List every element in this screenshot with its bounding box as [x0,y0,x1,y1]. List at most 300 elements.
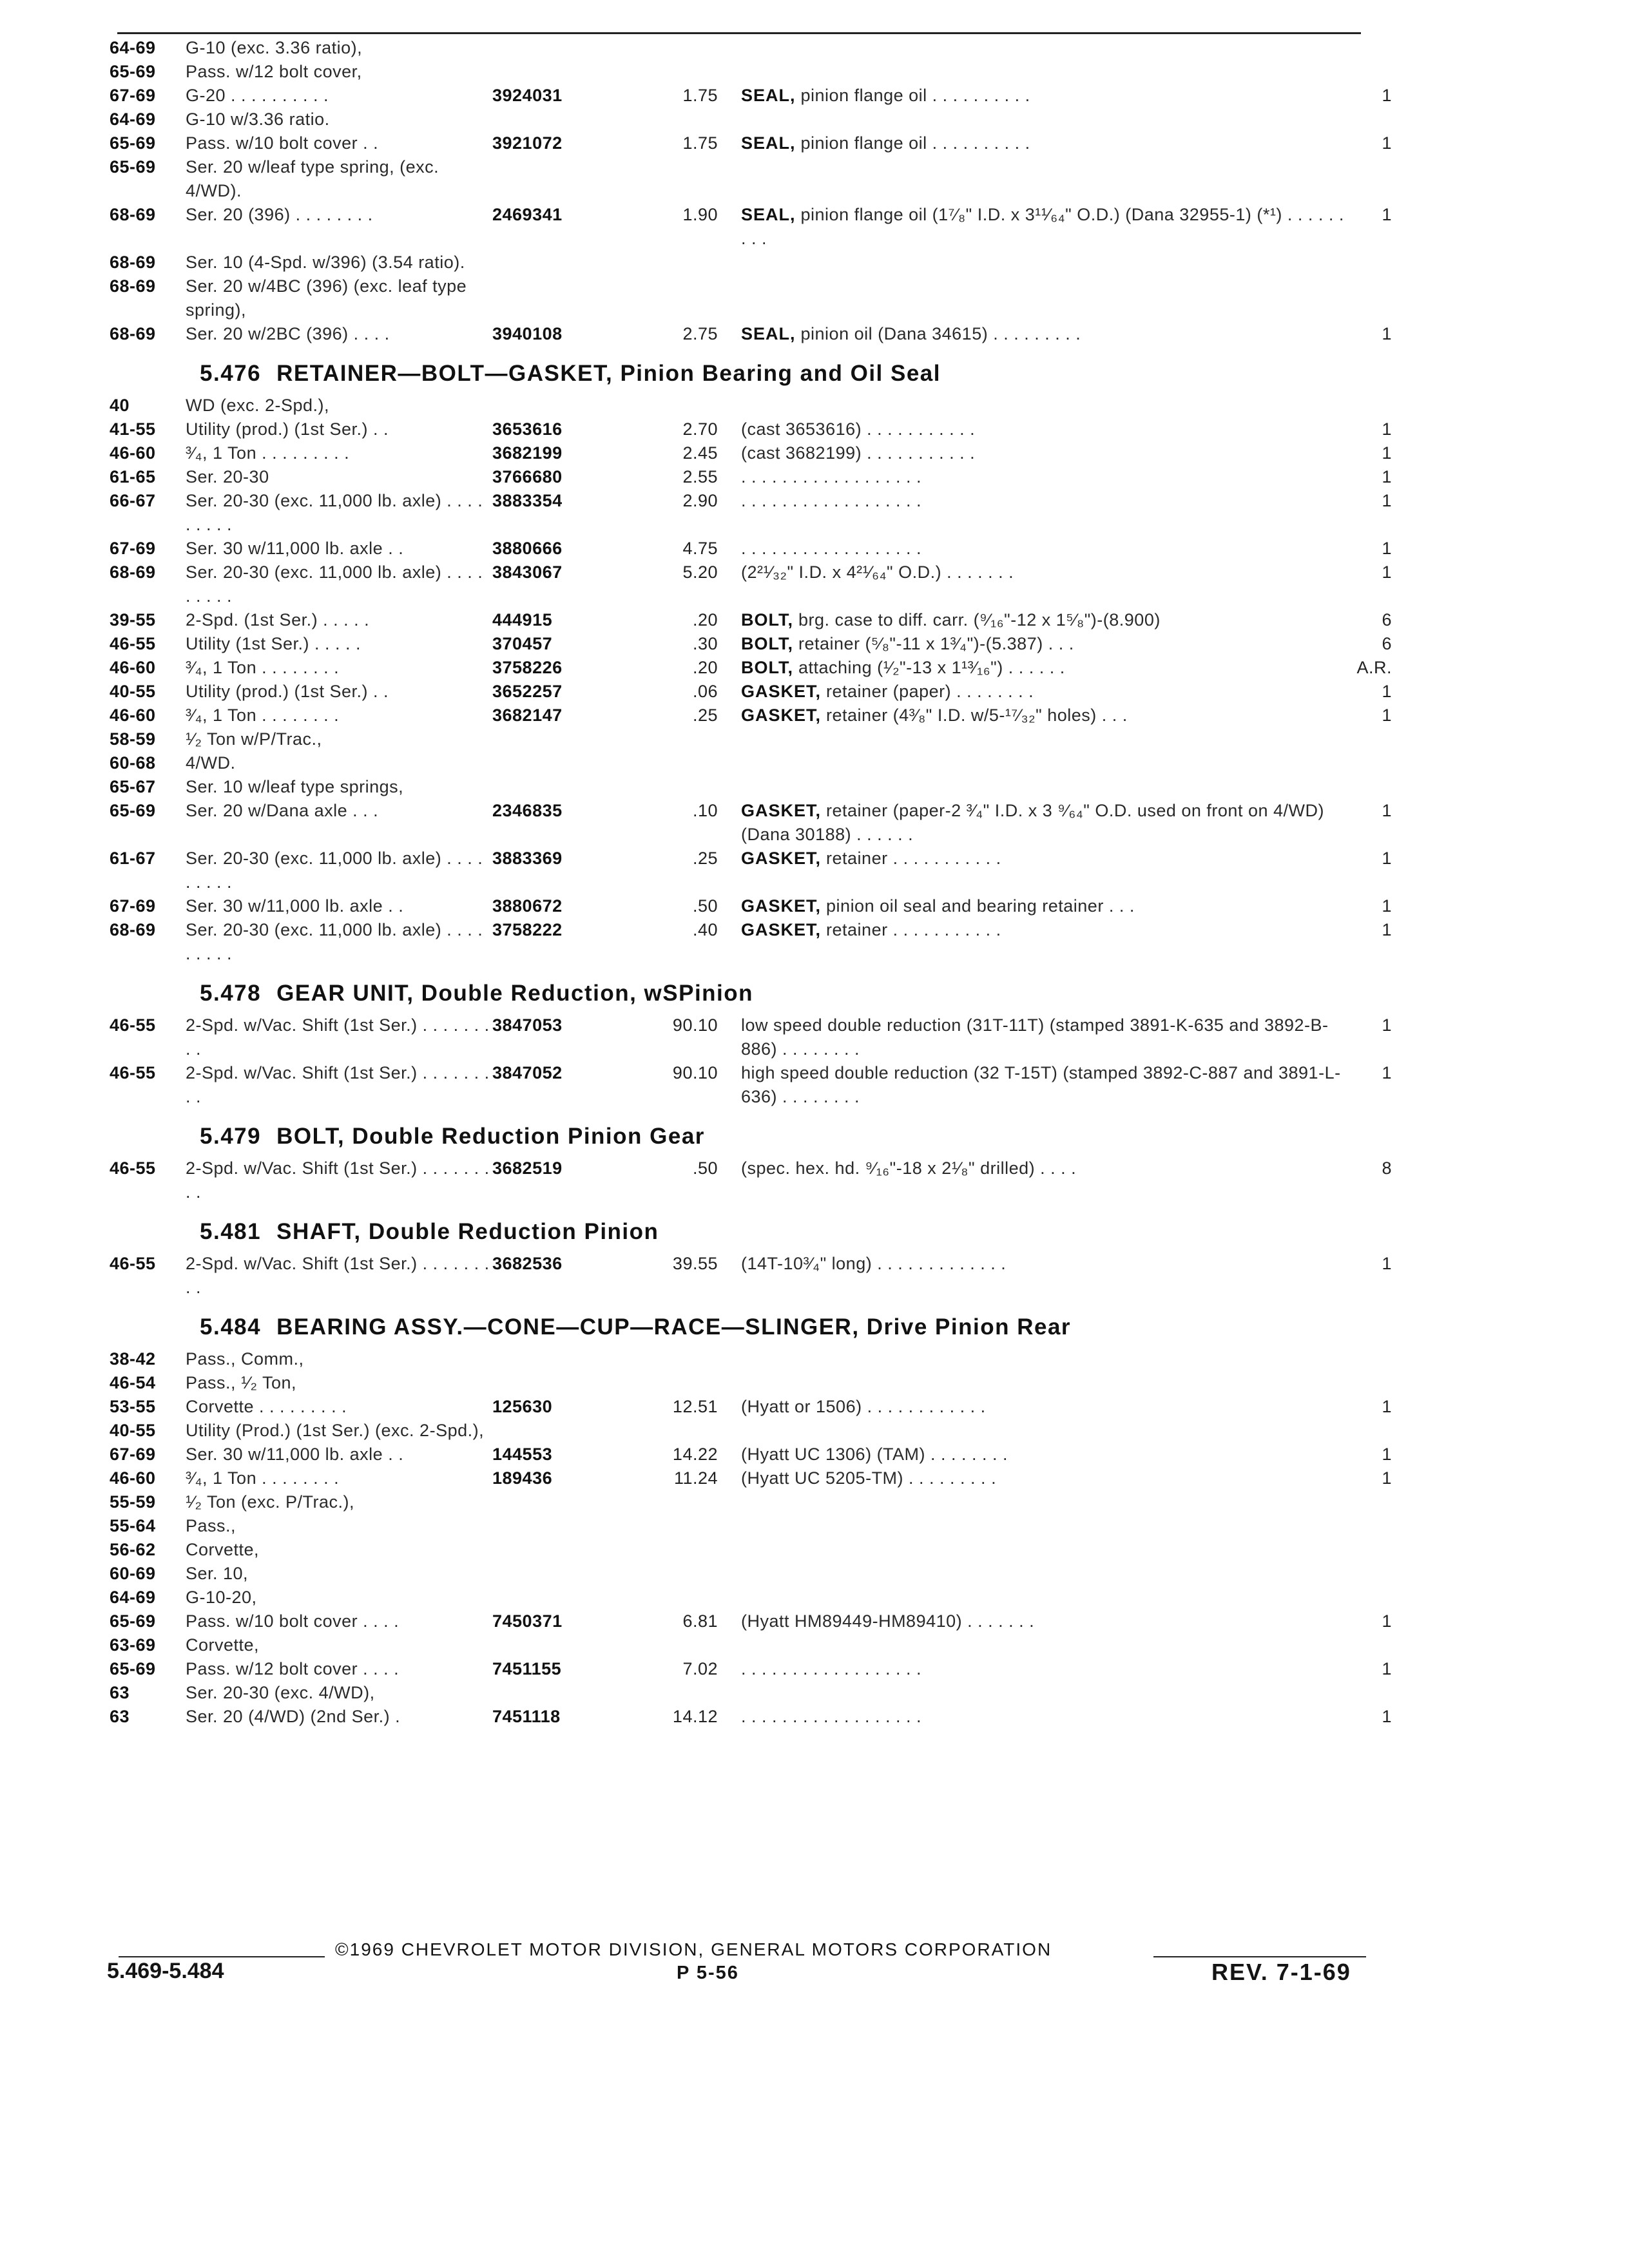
model-years: 46-55 [110,634,156,653]
parts-row [110,1014,1392,1061]
parts-row [110,1681,1392,1705]
parts-row [110,489,1392,537]
part-number: 3682536 [492,1254,563,1273]
model-years: 46-55 [110,1063,156,1082]
description-text: pinion oil seal and bearing retainer . . . [821,896,1135,916]
application: Utility (1st Ser.) . . . . . [186,634,361,653]
section-title: SHAFT, Double Reduction Pinion [276,1219,659,1244]
model-years: 53-55 [110,1397,156,1416]
list-price: .06 [692,682,718,701]
list-price: 2.70 [682,419,718,439]
parts-row [110,1633,1392,1657]
parts-row [110,1157,1392,1204]
parts-row [110,680,1392,704]
model-years: 39-55 [110,610,156,629]
description-text: . . . . . . . . . . . . . . . . . . [741,539,922,558]
section-heading [200,1120,1392,1153]
part-description [736,441,1353,465]
description-text: (spec. hex. hd. ⁹⁄₁₆"-18 x 2¹⁄₈" drilled) . . . . [741,1158,1077,1178]
model-years: 46-55 [110,1254,156,1273]
section-number: 5.481 [200,1219,262,1244]
part-number: 3883369 [492,849,563,868]
application: 2-Spd. w/Vac. Shift (1st Ser.) . . . . . . . . . [186,1158,490,1202]
model-years: 60-69 [110,1564,156,1583]
parts-row [110,608,1392,632]
section-heading [200,1311,1392,1343]
parts-row [110,918,1392,966]
part-name: GASKET, [741,896,822,916]
application: Ser. 20 (396) . . . . . . . . [186,205,373,224]
part-description [736,537,1353,561]
parts-row [110,1443,1392,1466]
description-text: retainer (⁵⁄₈"-11 x 1³⁄₄")-(5.387) . . . [793,634,1074,653]
quantity: 1 [1382,1468,1392,1488]
model-years: 55-64 [110,1516,156,1535]
quantity: 1 [1382,1254,1392,1273]
part-number: 3880672 [492,896,563,916]
description-text: . . . . . . . . . . . . . . . . . . [741,1707,922,1726]
application: 2-Spd. w/Vac. Shift (1st Ser.) . . . . . . . . . [186,1015,490,1059]
model-years: 68-69 [110,324,156,343]
section-number: 5.478 [200,981,262,1006]
application: Pass. w/10 bolt cover . . . . [186,1611,400,1631]
quantity: 1 [1382,920,1392,939]
section-title: BEARING ASSY.—CONE—CUP—RACE—SLINGER, Drive Pinion Rear [276,1314,1072,1340]
model-years: 46-55 [110,1158,156,1178]
quantity: 1 [1382,682,1392,701]
quantity: 1 [1382,706,1392,725]
part-description [736,632,1353,656]
list-price: 1.90 [682,205,718,224]
part-number: 3653616 [492,419,563,439]
parts-row [110,775,1392,799]
part-name: BOLT, [741,610,793,629]
part-number: 7450371 [492,1611,563,1631]
parts-row [110,394,1392,418]
quantity: 1 [1382,896,1392,916]
part-description [736,1657,1353,1681]
list-price: .10 [692,801,718,820]
section-number: 5.479 [200,1124,262,1149]
list-price: 12.51 [672,1397,718,1416]
quantity: 1 [1382,1611,1392,1631]
list-price: 1.75 [682,133,718,153]
application: 2-Spd. w/Vac. Shift (1st Ser.) . . . . . . . . . [186,1063,490,1106]
part-description [736,84,1353,108]
part-description [736,1443,1353,1466]
model-years: 46-60 [110,706,156,725]
model-years: 46-55 [110,1015,156,1035]
parts-row [110,727,1392,751]
application: Pass. w/10 bolt cover . . [186,133,379,153]
model-years: 41-55 [110,419,156,439]
application: WD (exc. 2-Spd.), [186,396,330,415]
part-number: 3843067 [492,562,563,582]
parts-row [110,1562,1392,1586]
part-number: 370457 [492,634,553,653]
list-price: 1.75 [682,86,718,105]
parts-row [110,465,1392,489]
parts-row [110,418,1392,441]
part-number: 2469341 [492,205,563,224]
description-text: (Hyatt or 1506) . . . . . . . . . . . . [741,1397,986,1416]
application: ³⁄₄, 1 Ton . . . . . . . . . [186,443,350,463]
application: 2-Spd. (1st Ser.) . . . . . [186,610,370,629]
model-years: 61-65 [110,467,156,486]
part-description [736,680,1353,704]
application: Ser. 20-30 (exc. 4/WD), [186,1683,375,1702]
model-years: 61-67 [110,849,156,868]
section-heading [200,1216,1392,1248]
description-text: high speed double reduction (32 T-15T) (stamped 3892-C-887 and 3891-L-636) . . . . . . . . [741,1063,1341,1106]
footer-rule-right [1153,1956,1366,1957]
quantity: 1 [1382,1063,1392,1082]
description-text: brg. case to diff. carr. (⁹⁄₁₆"-12 x 1⁵⁄₈")-(8.900) [793,610,1161,629]
quantity: 1 [1382,801,1392,820]
section-title: BOLT, Double Reduction Pinion Gear [276,1124,705,1149]
application: Ser. 10, [186,1564,249,1583]
parts-row [110,1514,1392,1538]
model-years: 65-69 [110,1611,156,1631]
model-years: 60-68 [110,753,156,773]
parts-list [110,36,1392,1729]
application: 4/WD. [186,753,236,773]
quantity: 1 [1382,1445,1392,1464]
application: Ser. 20 w/4BC (396) (exc. leaf type spring), [186,276,467,320]
description-text: (cast 3653616) . . . . . . . . . . . [741,419,976,439]
model-years: 65-69 [110,157,156,177]
model-years: 67-69 [110,539,156,558]
part-name: GASKET, [741,920,822,939]
top-rule [117,32,1361,34]
description-text: pinion flange oil (1⁷⁄₈" I.D. x 3¹¹⁄₆₄" O.D.) (Dana 32955-1) (*¹) . . . . . . . . . [741,205,1344,248]
parts-row [110,751,1392,775]
application: Pass., ¹⁄₂ Ton, [186,1373,297,1392]
list-price: 90.10 [672,1015,718,1035]
application: Corvette . . . . . . . . . [186,1397,347,1416]
list-price: 2.45 [682,443,718,463]
model-years: 67-69 [110,1445,156,1464]
part-number: 7451155 [492,1659,562,1678]
quantity: 1 [1382,205,1392,224]
part-name: SEAL, [741,133,796,153]
footer-copyright: ©1969 CHEVROLET MOTOR DIVISION, GENERAL MOTORS CORPORATION [335,1939,1052,1959]
parts-row [110,1610,1392,1633]
application: ³⁄₄, 1 Ton . . . . . . . . [186,1468,340,1488]
model-years: 55-59 [110,1492,156,1512]
application: Ser. 20 w/2BC (396) . . . . [186,324,390,343]
model-years: 63-69 [110,1635,156,1655]
list-price: 14.12 [672,1707,718,1726]
application: Utility (Prod.) (1st Ser.) (exc. 2-Spd.), [186,1421,485,1440]
part-number: 144553 [492,1445,553,1464]
part-name: BOLT, [741,658,793,677]
parts-row [110,155,1392,203]
part-description [736,1014,1353,1061]
part-number: 3924031 [492,86,563,105]
description-text: (14T-10³⁄₄" long) . . . . . . . . . . . . . [741,1254,1007,1273]
list-price: 2.90 [682,491,718,510]
part-number: 3652257 [492,682,563,701]
list-price: 11.24 [673,1468,718,1488]
application: ³⁄₄, 1 Ton . . . . . . . . [186,706,340,725]
application: G-10-20, [186,1588,257,1607]
list-price: 6.81 [682,1611,718,1631]
application: Pass. w/12 bolt cover . . . . [186,1659,400,1678]
description-text: retainer (4³⁄₈" I.D. w/5-¹⁷⁄₃₂" holes) . . . [821,706,1128,725]
part-name: SEAL, [741,86,796,105]
application: Pass., Comm., [186,1349,304,1369]
part-description [736,1705,1353,1729]
model-years: 66-67 [110,491,156,510]
list-price: 5.20 [682,562,718,582]
parts-row [110,632,1392,656]
section-heading [200,977,1392,1010]
list-price: 14.22 [672,1445,718,1464]
application: G-10 (exc. 3.36 ratio), [186,38,363,57]
part-name: GASKET, [741,801,822,820]
part-name: GASKET, [741,849,822,868]
list-price: 7.02 [682,1659,718,1678]
model-years: 63 [110,1707,130,1726]
footer-rule-left [119,1956,325,1957]
model-years: 64-69 [110,110,156,129]
quantity: 1 [1382,562,1392,582]
parts-row [110,203,1392,251]
model-years: 46-60 [110,658,156,677]
description-text: . . . . . . . . . . . . . . . . . . [741,491,922,510]
application: G-20 . . . . . . . . . . [186,86,329,105]
section-title: RETAINER—BOLT—GASKET, Pinion Bearing and Oil Seal [276,361,941,386]
parts-row [110,36,1392,60]
list-price: .40 [692,920,718,939]
part-number: 3682199 [492,443,563,463]
description-text: . . . . . . . . . . . . . . . . . . [741,1659,922,1678]
part-description [736,894,1353,918]
application: Ser. 30 w/11,000 lb. axle . . [186,1445,404,1464]
part-number: 3921072 [492,133,563,153]
parts-row [110,251,1392,274]
part-description [736,465,1353,489]
parts-row [110,441,1392,465]
parts-row [110,108,1392,131]
parts-row [110,1419,1392,1443]
model-years: 65-69 [110,1659,156,1678]
quantity: 1 [1382,1397,1392,1416]
model-years: 65-69 [110,133,156,153]
application: Pass. w/12 bolt cover, [186,62,362,81]
parts-row [110,1061,1392,1109]
part-number: 444915 [492,610,553,629]
description-text: (Hyatt UC 1306) (TAM) . . . . . . . . [741,1445,1008,1464]
parts-row [110,1371,1392,1395]
part-description [736,203,1353,251]
part-name: GASKET, [741,682,822,701]
application: Pass., [186,1516,236,1535]
parts-row [110,1538,1392,1562]
quantity: 8 [1382,1158,1392,1178]
quantity: 1 [1382,491,1392,510]
parts-row [110,1586,1392,1610]
part-number: 3682519 [492,1158,563,1178]
part-number: 125630 [492,1397,553,1416]
quantity: 1 [1382,467,1392,486]
part-description [736,1466,1353,1490]
part-description [736,918,1353,942]
parts-row [110,1252,1392,1300]
description-text: (2²¹⁄₃₂" I.D. x 4²¹⁄₆₄" O.D.) . . . . . . . [741,562,1014,582]
model-years: 64-69 [110,38,156,57]
part-description [736,1395,1353,1419]
part-number: 189436 [492,1468,553,1488]
quantity: A.R. [1356,658,1392,677]
model-years: 67-69 [110,86,156,105]
parts-row [110,1395,1392,1419]
model-years: 68-69 [110,562,156,582]
parts-row [110,704,1392,727]
parts-row [110,60,1392,84]
part-number: 3940108 [492,324,563,343]
parts-row [110,1657,1392,1681]
list-price: 2.75 [682,324,718,343]
model-years: 63 [110,1683,130,1702]
part-name: GASKET, [741,706,822,725]
description-text: . . . . . . . . . . . . . . . . . . [741,467,922,486]
quantity: 6 [1382,634,1392,653]
list-price: .30 [692,634,718,653]
section-title: GEAR UNIT, Double Reduction, wSPinion [276,981,754,1006]
quantity: 1 [1382,539,1392,558]
quantity: 1 [1382,1707,1392,1726]
model-years: 40-55 [110,682,156,701]
model-years: 65-67 [110,777,156,796]
part-number: 3758226 [492,658,563,677]
part-description [736,322,1353,346]
parts-row [110,84,1392,108]
part-number: 3682147 [492,706,563,725]
model-years: 46-60 [110,1468,156,1488]
application: Ser. 20-30 (exc. 11,000 lb. axle) . . . . . . . . . [186,491,483,534]
list-price: .50 [692,896,718,916]
application: Ser. 20-30 [186,467,269,486]
section-number: 5.476 [200,361,262,386]
part-number: 3758222 [492,920,563,939]
part-number: 3847052 [492,1063,563,1082]
quantity: 1 [1382,419,1392,439]
model-years: 46-54 [110,1373,156,1392]
application: Ser. 30 w/11,000 lb. axle . . [186,539,404,558]
footer-revision: REV. 7-1-69 [1211,1959,1351,1985]
application: Utility (prod.) (1st Ser.) . . [186,682,389,701]
part-description [736,847,1353,870]
part-number: 7451118 [492,1707,561,1726]
description-text: (Hyatt HM89449-HM89410) . . . . . . . [741,1611,1035,1631]
list-price: 4.75 [682,539,718,558]
model-years: 67-69 [110,896,156,916]
description-text: retainer (paper) . . . . . . . . [821,682,1034,701]
description-text: pinion flange oil . . . . . . . . . . [795,86,1030,105]
parts-row [110,1490,1392,1514]
list-price: .25 [692,706,718,725]
application: ³⁄₄, 1 Ton . . . . . . . . [186,658,340,677]
list-price: .25 [692,849,718,868]
description-text: retainer . . . . . . . . . . . [821,849,1001,868]
part-number: 2346835 [492,801,563,820]
parts-row [110,847,1392,894]
quantity: 6 [1382,610,1392,629]
quantity: 1 [1382,324,1392,343]
part-number: 3766680 [492,467,563,486]
application: Corvette, [186,1540,260,1559]
part-description [736,799,1353,847]
application: Ser. 20 (4/WD) (2nd Ser.) . [186,1707,401,1726]
description-text: retainer . . . . . . . . . . . [821,920,1001,939]
application: Ser. 10 (4-Spd. w/396) (3.54 ratio). [186,253,465,272]
part-number: 3880666 [492,539,563,558]
model-years: 56-62 [110,1540,156,1559]
list-price: 2.55 [682,467,718,486]
description-text: (Hyatt UC 5205-TM) . . . . . . . . . [741,1468,997,1488]
description-text: pinion oil (Dana 34615) . . . . . . . . . [795,324,1081,343]
part-description [736,608,1353,632]
footer-page-number: P 5-56 [677,1963,739,1983]
quantity: 1 [1382,133,1392,153]
parts-row [110,656,1392,680]
application: Utility (prod.) (1st Ser.) . . [186,419,389,439]
part-description [736,418,1353,441]
application: Ser. 10 w/leaf type springs, [186,777,404,796]
application: Ser. 20 w/leaf type spring, (exc. 4/WD). [186,157,439,200]
description-text: pinion flange oil . . . . . . . . . . [795,133,1030,153]
parts-row [110,799,1392,847]
application: Ser. 20 w/Dana axle . . . [186,801,379,820]
quantity: 1 [1382,86,1392,105]
part-description [736,1061,1353,1109]
part-number: 3847053 [492,1015,563,1035]
application: 2-Spd. w/Vac. Shift (1st Ser.) . . . . . . . . . [186,1254,490,1297]
model-years: 65-69 [110,62,156,81]
part-description [736,704,1353,727]
model-years: 58-59 [110,729,156,749]
part-description [736,1157,1353,1180]
model-years: 68-69 [110,276,156,296]
application: Corvette, [186,1635,260,1655]
part-description [736,1252,1353,1276]
application: Ser. 20-30 (exc. 11,000 lb. axle) . . . . . . . . . [186,920,483,963]
part-name: BOLT, [741,634,793,653]
parts-row [110,322,1392,346]
list-price: .20 [692,658,718,677]
application: ¹⁄₂ Ton (exc. P/Trac.), [186,1492,355,1512]
section-heading [200,358,1392,390]
quantity: 1 [1382,849,1392,868]
part-description [736,561,1353,584]
model-years: 40 [110,396,130,415]
application: Ser. 20-30 (exc. 11,000 lb. axle) . . . . . . . . . [186,849,483,892]
parts-row [110,131,1392,155]
part-description [736,656,1353,680]
parts-row [110,561,1392,608]
section-number: 5.484 [200,1314,262,1340]
description-text: retainer (paper-2 ³⁄₄" I.D. x 3 ⁹⁄₆₄" O.D. used on front on 4/WD) (Dana 30188) . . . . . . [741,801,1324,844]
part-description [736,131,1353,155]
model-years: 68-69 [110,253,156,272]
parts-row [110,537,1392,561]
parts-row [110,1466,1392,1490]
footer-section-range: 5.469-5.484 [107,1959,224,1983]
quantity: 1 [1382,1015,1392,1035]
model-years: 64-69 [110,1588,156,1607]
